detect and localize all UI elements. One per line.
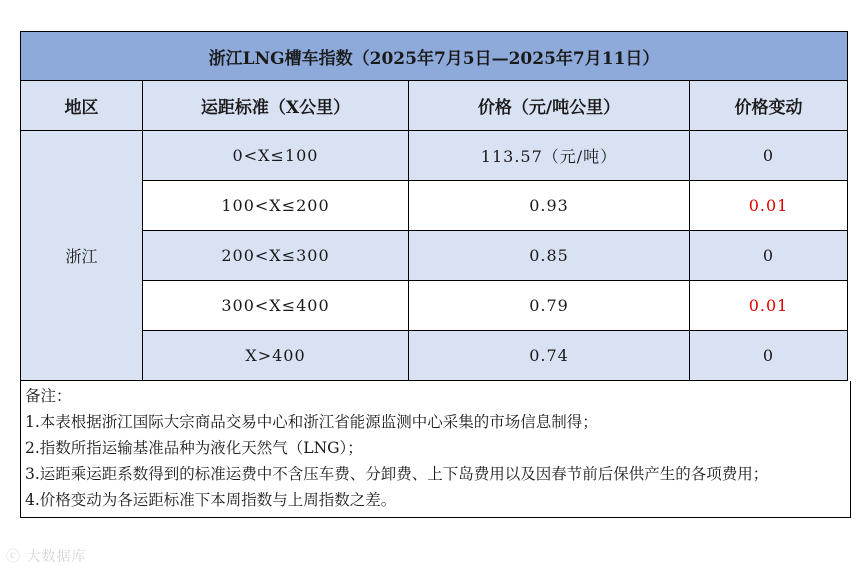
price-cell: 0.74 xyxy=(409,331,690,381)
price-cell: 0.93 xyxy=(409,181,690,231)
change-cell: 0.01 xyxy=(690,281,848,331)
change-cell: 0 xyxy=(690,331,848,381)
header-price: 价格（元/吨公里） xyxy=(409,81,690,131)
table-title: 浙江LNG槽车指数（2025年7月5日—2025年7月11日） xyxy=(21,32,848,81)
table-row xyxy=(21,181,848,231)
table-row xyxy=(21,231,848,281)
header-change: 价格变动 xyxy=(690,81,848,131)
distance-cell: X>400 xyxy=(143,331,409,381)
distance-cell: 300<X≤400 xyxy=(143,281,409,331)
note-item: 1.本表根据浙江国际大宗商品交易中心和浙江省能源监测中心采集的市场信息制得； xyxy=(25,413,598,431)
watermark-text: 大数据库 xyxy=(26,549,87,565)
table-row xyxy=(21,281,848,331)
table-row xyxy=(21,131,848,181)
distance-cell: 200<X≤300 xyxy=(143,231,409,281)
notes-heading: 备注： xyxy=(25,387,72,405)
lng-index-table xyxy=(20,31,848,381)
watermark xyxy=(6,546,86,566)
watermark-logo-icon: ⓒ xyxy=(6,549,27,565)
header-distance: 运距标准（X公里） xyxy=(143,81,409,131)
note-item: 3.运距乘运距系数得到的标准运费中不含压车费、分卸费、上下岛费用以及因春节前后保供产生的各项费用； xyxy=(25,465,769,483)
lng-index-document xyxy=(20,31,847,518)
note-item: 2.指数所指运输基准品种为液化天然气（LNG）； xyxy=(25,439,363,457)
table-row xyxy=(21,331,848,381)
change-cell: 0 xyxy=(690,131,848,181)
price-cell: 0.79 xyxy=(409,281,690,331)
price-cell: 113.57（元/吨） xyxy=(409,131,690,181)
change-cell: 0 xyxy=(690,231,848,281)
change-cell: 0.01 xyxy=(690,181,848,231)
price-cell: 0.85 xyxy=(409,231,690,281)
header-region: 地区 xyxy=(21,81,143,131)
note-item: 4.价格变动为各运距标准下本周指数与上周指数之差。 xyxy=(25,491,397,509)
region-cell: 浙江 xyxy=(21,131,143,381)
distance-cell: 0<X≤100 xyxy=(143,131,409,181)
notes-section xyxy=(20,381,851,518)
distance-cell: 100<X≤200 xyxy=(143,181,409,231)
